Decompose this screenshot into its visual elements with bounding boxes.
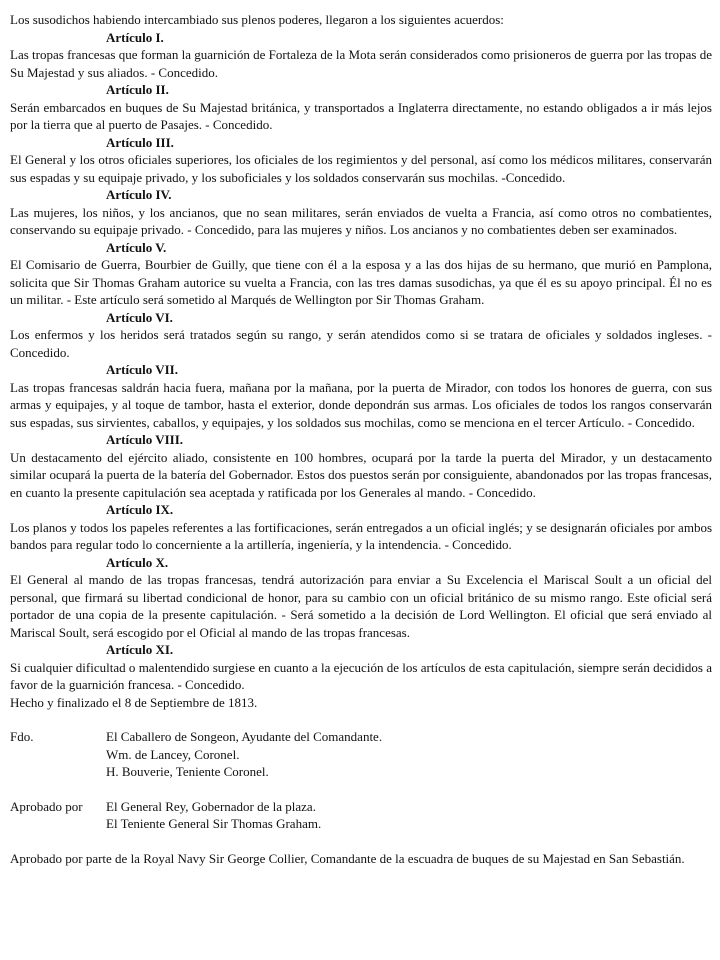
signature-line: El Caballero de Songeon, Ayudante del Comandante. — [106, 729, 383, 744]
signatures-block — [10, 728, 712, 781]
signatures-list — [106, 728, 712, 781]
article-11 — [10, 641, 712, 694]
royal-navy-approval: Aprobado por parte de la Royal Navy Sir George Collier, Comandante de la escuadra de buques de su Majestad en San Sebastián. — [10, 850, 685, 866]
article-9 — [10, 501, 712, 554]
closing-date-line: Hecho y finalizado el 8 de Septiembre de 1813. — [10, 694, 258, 710]
article-4 — [10, 186, 712, 239]
article-text: Un destacamento del ejército aliado, consistente en 100 hombres, ocupará por la tarde la puerta del Mirador, y un destacamento similar ocupará la puerta de la batería del Gobernador. Estos dos puestos serán por consiguiente, abandonados por las tropas francesas, en cuanto la presente capitulación sea aceptada y ratificada por los Generales al mando. - Concedido. — [10, 449, 712, 500]
article-1 — [10, 29, 712, 82]
approval-block — [10, 798, 712, 833]
article-text: Serán embarcados en buques de Su Majestad británica, y transportados a Inglaterra directamente, no estando obligados a ir más lejos por la tierra que al puerto de Pasajes. - Concedido. — [10, 99, 712, 132]
article-2 — [10, 81, 712, 134]
article-7 — [10, 361, 712, 431]
article-heading: Artículo VI. — [106, 309, 173, 325]
article-heading: Artículo IV. — [106, 187, 172, 202]
signature-line: Wm. de Lancey, Coronel. — [106, 746, 240, 762]
article-heading: Artículo III. — [106, 134, 174, 150]
article-heading: Artículo VII. — [106, 362, 178, 377]
signature-line: H. Bouverie, Teniente Coronel. — [106, 764, 269, 779]
article-6 — [10, 309, 712, 362]
article-heading: Artículo I. — [106, 29, 164, 45]
article-text: El General y los otros oficiales superiores, los oficiales de los regimientos y del personal, así como los médicos militares, conservarán sus espadas y su equipaje privado, y los suboficiales y los soldados conservarán sus mochilas. -Concedido. — [10, 152, 712, 185]
approval-line: El Teniente General Sir Thomas Graham. — [106, 816, 322, 831]
approval-label: Aprobado por — [10, 798, 83, 814]
signatures-label: Fdo. — [10, 729, 34, 744]
article-8 — [10, 431, 712, 501]
article-text: Las tropas francesas que forman la guarnición de Fortaleza de la Mota serán considerados como prisioneros de guerra por las tropas de Su Majestad y sus aliados. - Concedido. — [10, 47, 712, 80]
article-heading: Artículo V. — [106, 239, 167, 255]
approval-line: El General Rey, Gobernador de la plaza. — [106, 798, 316, 814]
article-heading: Artículo X. — [106, 554, 169, 570]
article-heading: Artículo XI. — [106, 642, 174, 657]
article-text: Los enfermos y los heridos será tratados según su rango, y serán atendidos como si se tratara de oficiales y soldados ingleses. - Concedido. — [10, 327, 712, 360]
article-text: Las tropas francesas saldrán hacia fuera, mañana por la mañana, por la puerta de Mirador, con todos los honores de guerra, con sus armas y equipajes, y al toque de tambor, hasta el exterior, donde depondrán sus armas. Los oficiales de todos los rangos conservarán sus espadas, sus sirvientes, caballos, y equipajes, y los soldados sus mochilas, como se menciona en el tercer Artículo. - Concedido. — [10, 379, 712, 430]
article-10 — [10, 554, 712, 642]
article-text: Los planos y todos los papeles referentes a las fortificaciones, serán entregados a un oficial inglés; y se designarán oficiales por ambos bandos para regular todo lo concerniente a la artillería, ingeniería, y la intendencia. - Concedido. — [10, 519, 712, 552]
article-heading: Artículo VIII. — [106, 432, 184, 447]
intro-paragraph: Los susodichos habiendo intercambiado sus plenos poderes, llegaron a los siguientes acuerdos: — [10, 12, 504, 27]
article-5 — [10, 239, 712, 309]
article-text: Las mujeres, los niños, y los ancianos, que no sean militares, serán enviados de vuelta a Francia, así como otros no combatientes, conservando su equipaje privado. - Concedido, para las mujeres y niños. Los ancianos y no combatientes deben ser examinados. — [10, 204, 712, 237]
article-text: Si cualquier dificultad o malentendido surgiese en cuanto a la ejecución de los artículos de esta capitulación, siempre serán decididos a favor de la guarnición francesa. - Concedido. — [10, 659, 712, 692]
approval-list — [106, 798, 712, 833]
article-text: El Comisario de Guerra, Bourbier de Guilly, que tiene con él a la esposa y a las dos hijas de su hermano, que murió en Pamplona, solicita que Sir Thomas Graham autorice su vuelta a Francia, con las tres damas susodichas, ya que él es su apoyo principal. Él no es un militar. - Este artículo será sometido al Marqués de Wellington por Sir Thomas Graham. — [10, 257, 712, 307]
article-heading: Artículo IX. — [106, 502, 174, 517]
article-heading: Artículo II. — [106, 82, 169, 97]
article-3 — [10, 134, 712, 187]
article-text: El General al mando de las tropas francesas, tendrá autorización para enviar a Su Excelencia el Mariscal Soult a un oficial del personal, que firmará su libertad condicional de honor, para su cambio con un oficial británico de su mismo rango. Este oficial será portador de una copia de la presente capitulación. - Será sometido a la decisión de Lord Wellington. El oficial que será enviado al Mariscal Soult, será escogido por el Oficial al mando de las tropas francesas. — [10, 572, 712, 640]
